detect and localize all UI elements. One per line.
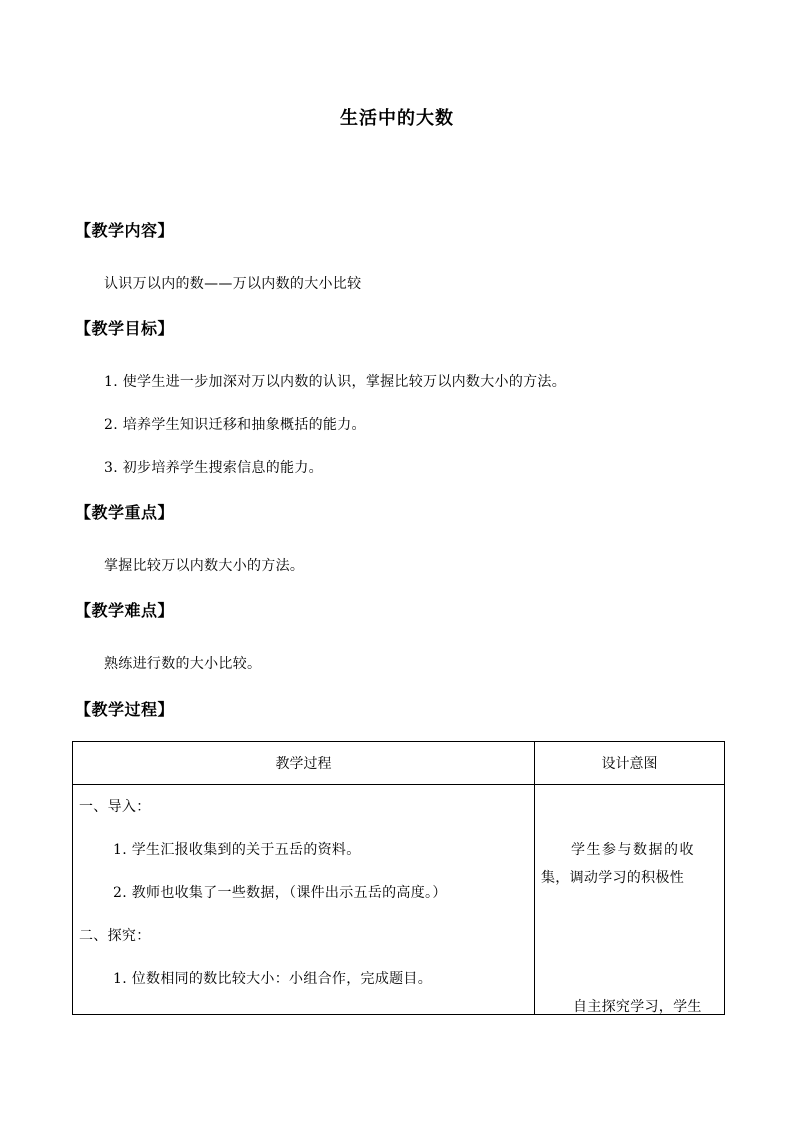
intent-note-line: 自主探究学习，学生 — [573, 999, 702, 1015]
intent-note-line: 集，调动学习的积极性 — [541, 870, 684, 886]
content-text: 认识万以内的数——万以内数的大小比较 — [104, 276, 362, 292]
page-title: 生活中的大数 — [340, 108, 454, 129]
process-cell — [73, 785, 535, 1015]
process-item-text: 学生汇报收集到的关于五岳的资料。 — [131, 842, 361, 858]
section-heading-difficulties: 【教学难点】 — [75, 601, 175, 620]
section-heading-goals: 【教学目标】 — [75, 319, 175, 338]
table-row — [73, 785, 725, 1015]
goal-item — [104, 371, 566, 391]
process-item-number: 1. — [113, 842, 127, 858]
goal-number: 1. — [104, 374, 118, 390]
process-item — [113, 882, 447, 902]
process-item-number: 2. — [113, 885, 127, 901]
goal-item — [104, 457, 323, 477]
process-table — [72, 741, 725, 1015]
intent-note-line: 学生参与数据的收 — [571, 842, 695, 858]
goal-text: 初步培养学生搜索信息的能力。 — [122, 460, 323, 476]
goal-number: 3. — [104, 460, 118, 476]
goal-item — [104, 414, 366, 434]
process-item-number: 1. — [113, 971, 127, 987]
process-item — [113, 839, 361, 859]
key-points-text: 掌握比较万以内数大小的方法。 — [104, 558, 305, 574]
goal-number: 2. — [104, 417, 118, 433]
process-item-text: 位数相同的数比较大小：小组合作，完成题目。 — [131, 971, 433, 987]
process-section-intro: 一、导入： — [79, 799, 151, 815]
process-section-explore: 二、探究： — [79, 928, 151, 944]
section-heading-key-points: 【教学重点】 — [75, 503, 175, 522]
header-design-intent: 设计意图 — [535, 742, 725, 785]
header-process: 教学过程 — [73, 742, 535, 785]
table-header-row — [73, 742, 725, 785]
section-heading-process: 【教学过程】 — [75, 700, 175, 719]
section-heading-content: 【教学内容】 — [75, 221, 175, 240]
design-intent-cell — [535, 785, 725, 1015]
difficulties-text: 熟练进行数的大小比较。 — [104, 656, 262, 672]
goal-text: 使学生进一步加深对万以内数的认识，掌握比较万以内数大小的方法。 — [122, 374, 567, 390]
process-item — [113, 968, 432, 988]
process-item-text: 教师也收集了一些数据，（课件出示五岳的高度。） — [131, 885, 447, 901]
goal-text: 培养学生知识迁移和抽象概括的能力。 — [122, 417, 366, 433]
